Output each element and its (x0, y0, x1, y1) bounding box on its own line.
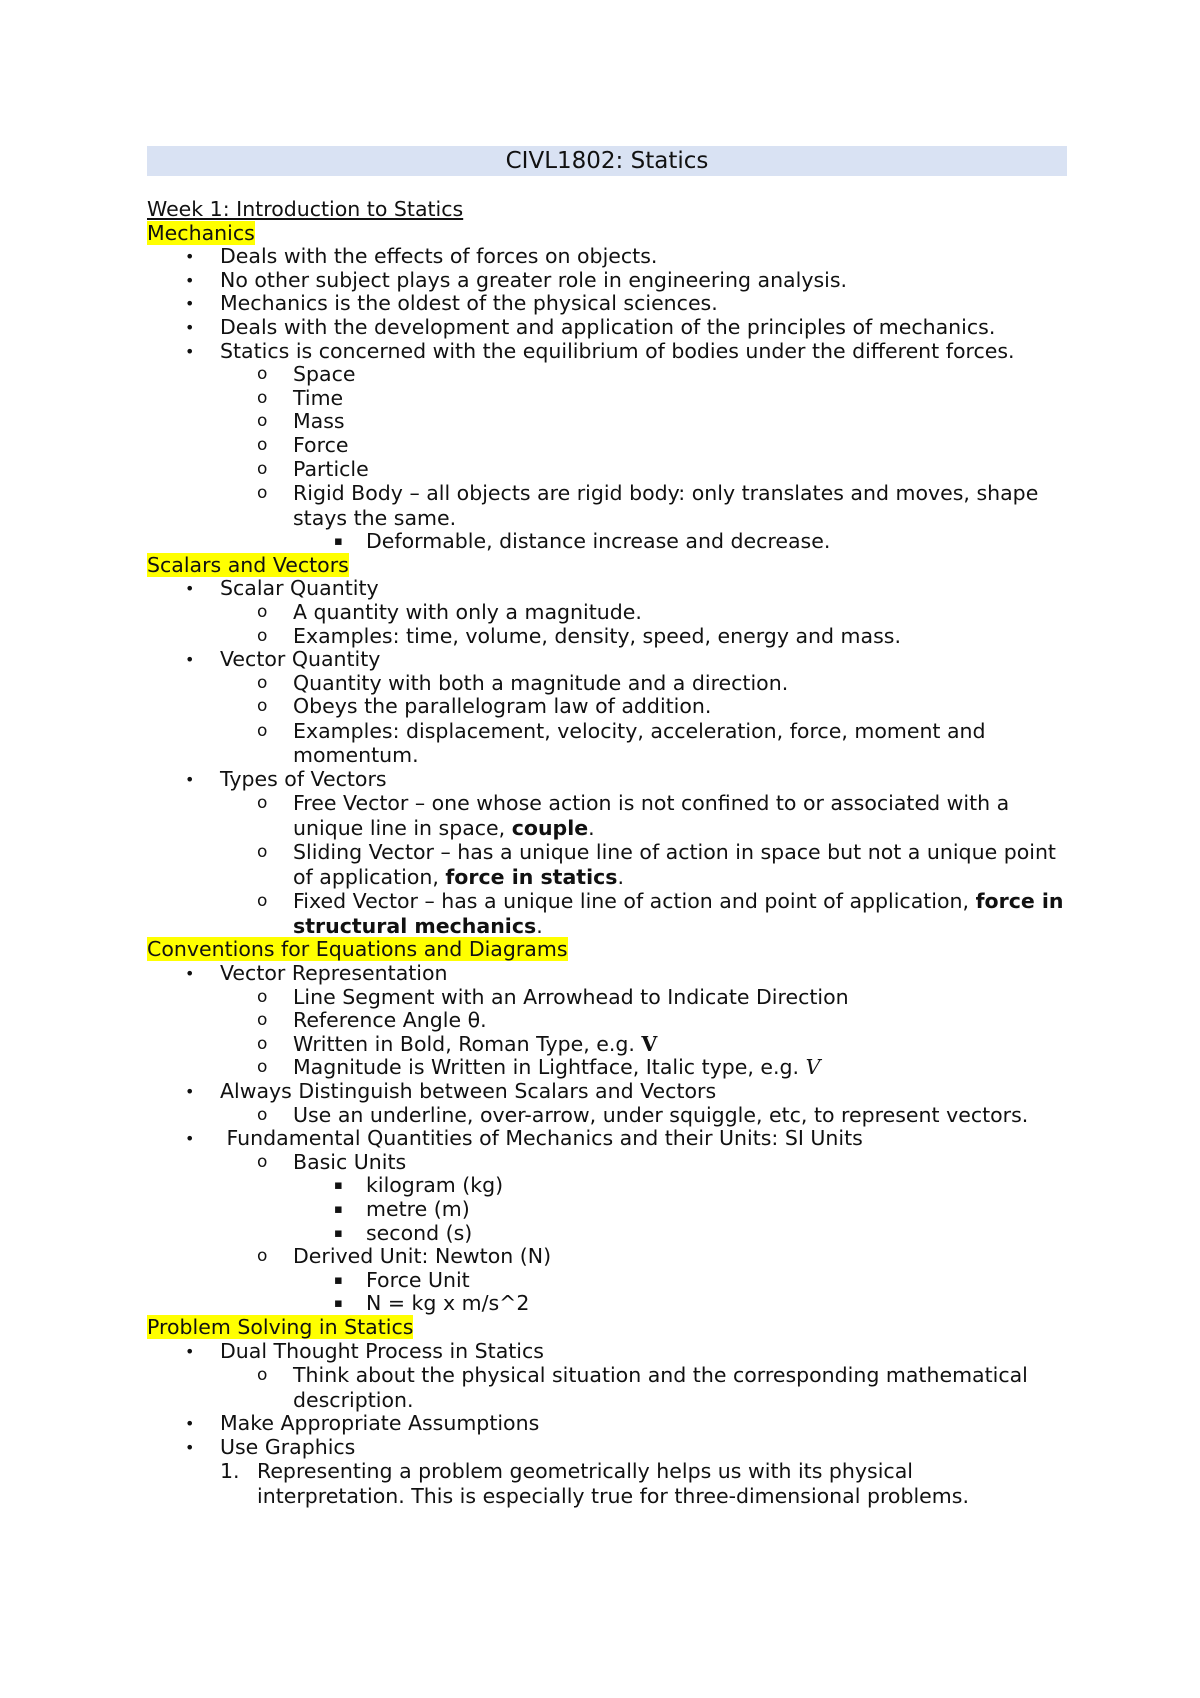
bullet-marker: • (185, 769, 195, 789)
bold-term: force in structural mechanics (293, 889, 1064, 938)
list-item: • No other subject plays a greater role in engineering analysis. (185, 267, 848, 292)
bullet-marker: • (185, 294, 195, 314)
bullet-marker: • (185, 341, 195, 361)
circle-marker: o (257, 1057, 268, 1078)
circle-marker: o (257, 793, 268, 814)
circle-marker: o (257, 720, 268, 741)
bullet-marker: • (185, 1082, 195, 1102)
circle-marker: o (257, 1246, 268, 1267)
list-item: • Statics is concerned with the equilibrium of bodies under the different forces. (185, 338, 1015, 363)
document-title: CIVL1802: Statics (147, 146, 1067, 176)
square-marker: ▪ (334, 1202, 343, 1217)
bullet-marker: • (185, 1129, 195, 1149)
sub-list-item: o Time (257, 385, 344, 410)
sub-list-item: o Magnitude is Written in Lightface, Italic type, e.g. V (257, 1055, 821, 1080)
section-heading-scalars-vectors (147, 554, 1067, 578)
circle-marker: o (257, 1104, 268, 1125)
sub-sub-list-item: ▪ Deformable, distance increase and decrease. (334, 529, 831, 554)
sub-list-item: o Force (257, 432, 349, 457)
bullet-marker: • (185, 270, 195, 290)
list-item: • Use Graphics (185, 1434, 356, 1459)
sub-list-item: o Line Segment with an Arrowhead to Indicate Direction (257, 984, 849, 1009)
sub-list-item: o Derived Unit: Newton (N) (257, 1244, 552, 1269)
square-marker: ▪ (334, 1178, 343, 1194)
sub-list-item: o Basic Units (257, 1149, 407, 1174)
sub-list-item: o Reference Angle θ. (257, 1008, 487, 1033)
sub-list-item: o Space (257, 362, 356, 387)
list-item: • Deals with the effects of forces on objects. (185, 244, 658, 269)
circle-marker: o (257, 458, 268, 479)
bullet-marker: • (185, 1341, 195, 1361)
circle-marker: o (257, 1365, 268, 1386)
numbered-list-item: 1. Representing a problem geometrically helps us with its physical interpretation. This is especially true for three-dimensional problems. (220, 1459, 969, 1508)
sub-list-item: o Particle (257, 456, 369, 481)
sub-list-item: o Written in Bold, Roman Type, e.g. V (257, 1031, 658, 1056)
sub-sub-list-item: ▪ Force Unit (334, 1267, 470, 1292)
list-item: • Types of Vectors (185, 766, 387, 791)
number-marker: 1. (220, 1459, 240, 1484)
highlighted-heading: Conventions for Equations and Diagrams (147, 937, 568, 962)
circle-marker: o (257, 672, 268, 693)
section-heading-mechanics (147, 222, 1067, 246)
bullet-marker: • (185, 1437, 195, 1457)
sub-list-item: o A quantity with only a magnitude. (257, 599, 642, 624)
sub-list-item: o Think about the physical situation and the corresponding mathematical description. (257, 1363, 1028, 1412)
bullet-marker: • (185, 964, 195, 984)
square-marker: ▪ (334, 1225, 343, 1241)
circle-marker: o (257, 986, 268, 1007)
sub-list-item: o Examples: displacement, velocity, acceleration, force, moment and momentum. (257, 718, 986, 768)
list-item: • Always Distinguish between Scalars and Vectors (185, 1079, 717, 1104)
sub-sub-list-item: ▪ kilogram (kg) (334, 1173, 504, 1198)
list-item: • Make Appropriate Assumptions (185, 1411, 540, 1436)
circle-marker: o (257, 891, 268, 912)
list-item: • Vector Representation (185, 961, 448, 986)
circle-marker: o (257, 1151, 268, 1172)
highlighted-heading: Scalars and Vectors (147, 552, 349, 577)
square-marker: ▪ (334, 1272, 343, 1288)
bullet-marker: • (185, 317, 195, 337)
circle-marker: o (257, 842, 268, 863)
list-item: • Deals with the development and application of the principles of mechanics. (185, 314, 996, 339)
circle-marker: o (257, 1033, 268, 1054)
circle-marker: o (257, 483, 268, 504)
circle-marker: o (257, 696, 268, 717)
sub-list-item: o Quantity with both a magnitude and a direction. (257, 670, 789, 695)
list-item: • Dual Thought Process in Statics (185, 1338, 544, 1363)
sub-list-item: o Mass (257, 409, 345, 434)
sub-sub-list-item: ▪ metre (m) (334, 1197, 470, 1221)
notes-content (147, 146, 1067, 1508)
list-item: • Vector Quantity (185, 647, 381, 672)
week-heading (147, 198, 1067, 222)
bold-term: force in statics (445, 864, 618, 889)
sub-list-item: o Fixed Vector – has a unique line of action and point of application, force in structural mechanics. (257, 889, 1064, 938)
bold-term: couple (511, 815, 589, 840)
square-marker: ▪ (334, 534, 343, 550)
square-marker: ▪ (334, 1296, 343, 1312)
sub-sub-list-item: ▪ second (s) (334, 1220, 473, 1245)
highlighted-heading: Mechanics (147, 220, 255, 245)
bullet-marker: • (185, 1414, 195, 1434)
list-item: • Fundamental Quantities of Mechanics and their Units: SI Units (185, 1126, 863, 1151)
bold-vector-symbol: V (641, 1031, 658, 1056)
list-item: • Mechanics is the oldest of the physical sciences. (185, 291, 718, 316)
circle-marker: o (257, 625, 268, 646)
circle-marker: o (257, 601, 268, 622)
italic-magnitude-symbol: V (805, 1055, 821, 1080)
highlighted-heading: Problem Solving in Statics (147, 1314, 414, 1339)
section-heading-conventions (147, 938, 1067, 962)
sub-list-item: o Examples: time, volume, density, speed, energy and mass. (257, 623, 901, 648)
circle-marker: o (257, 364, 268, 385)
circle-marker: o (257, 411, 268, 432)
list-item: • Scalar Quantity (185, 576, 379, 601)
sub-list-item: o Use an underline, over-arrow, under squiggle, etc, to represent vectors. (257, 1102, 1029, 1127)
bullet-marker: • (185, 247, 195, 267)
sub-list-item: o Rigid Body – all objects are rigid body: only translates and moves, shape stays the same. (257, 481, 1039, 530)
sub-list-item: o Free Vector – one whose action is not confined to or associated with a unique line in space, couple. (257, 791, 1010, 840)
section-heading-problem-solving (147, 1316, 1067, 1340)
sub-list-item: o Obeys the parallelogram law of addition. (257, 694, 712, 719)
sub-sub-list-item: ▪ N = kg x m/s^2 (334, 1291, 530, 1316)
bullet-marker: • (185, 650, 195, 670)
week-heading-text: Week 1: Introduction to Statics (147, 197, 464, 221)
bullet-marker: • (185, 579, 195, 599)
sub-list-item: o Sliding Vector – has a unique line of action in space but not a unique point of application, force in statics. (257, 840, 1056, 889)
circle-marker: o (257, 387, 268, 408)
circle-marker: o (257, 1010, 268, 1031)
circle-marker: o (257, 434, 268, 455)
